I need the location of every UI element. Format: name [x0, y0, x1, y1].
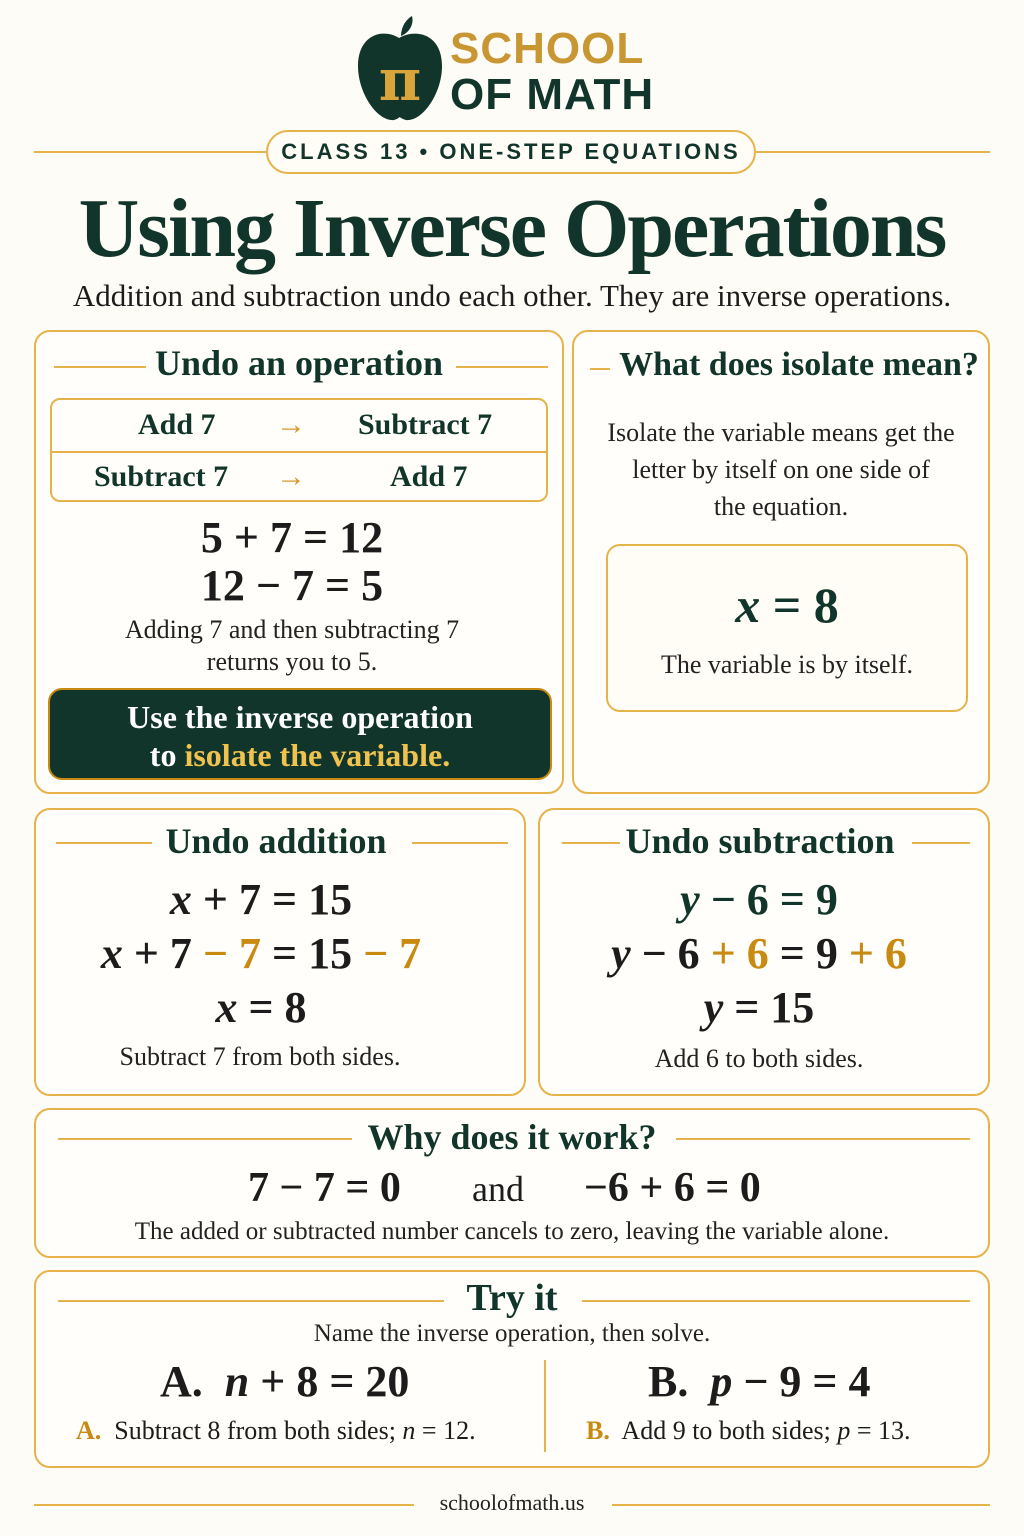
row1-from: Add 7	[138, 408, 216, 441]
inverse-op-left: + 6	[710, 929, 769, 978]
answer-a	[76, 1416, 476, 1446]
step-rest: = 8	[237, 983, 307, 1032]
addition-note: Subtract 7 from both sides.	[119, 1042, 401, 1071]
brand-line2: OF MATH	[450, 70, 655, 119]
step-part-b: = 15	[261, 929, 364, 978]
problem-a	[160, 1356, 409, 1407]
why-card	[34, 1108, 990, 1258]
equation-rest: = 8	[760, 577, 839, 633]
variable-y: y	[611, 929, 631, 978]
row2-from: Subtract 7	[94, 460, 229, 493]
definition-line2: letter by itself on one side of	[632, 455, 930, 484]
problem-b-rest: − 9 = 4	[732, 1357, 871, 1406]
try-it-instruction: Name the inverse operation, then solve.	[313, 1320, 711, 1347]
page-title: Using Inverse Operations	[78, 182, 946, 275]
variable-n: n	[402, 1416, 416, 1445]
answer-b-value: = 13.	[850, 1416, 911, 1445]
addition-step-2	[36, 928, 524, 979]
variable-x: x	[215, 983, 238, 1032]
inverse-op-right: + 6	[848, 929, 907, 978]
equation-2: 12 − 7 = 5	[200, 561, 384, 610]
why-title: Why does it work?	[367, 1117, 657, 1157]
callout-prefix: to	[149, 737, 185, 773]
answer-b-label: B.	[586, 1416, 610, 1445]
undo-operation-card	[34, 330, 564, 794]
answer-a-label: A.	[76, 1416, 102, 1445]
step-rest: − 6 = 9	[699, 875, 838, 924]
apple-logo-icon	[354, 14, 444, 124]
inverse-table	[50, 398, 548, 502]
isolate-title: What does isolate mean?	[619, 346, 979, 383]
cancel-equation-left: 7 − 7 = 0	[248, 1165, 401, 1211]
try-it-card	[34, 1270, 990, 1468]
class-badge: CLASS 13 • ONE-STEP EQUATIONS	[266, 130, 756, 174]
problem-divider	[544, 1360, 546, 1452]
table-row	[52, 400, 546, 452]
callout-line2	[50, 736, 550, 774]
and-text: and	[472, 1169, 524, 1209]
variable-n: n	[224, 1357, 250, 1406]
undo-operation-title: Undo an operation	[154, 343, 444, 383]
row2-to: Add 7	[390, 460, 468, 493]
variable-x: x	[100, 929, 123, 978]
problem-b	[648, 1356, 871, 1407]
undo-subtraction-title: Undo subtraction	[625, 821, 895, 861]
undo-subtraction-card	[538, 808, 990, 1096]
answer-a-value: = 12.	[415, 1416, 476, 1445]
undo-addition-title: Undo addition	[165, 821, 387, 861]
answer-b	[586, 1416, 911, 1446]
brand-name	[450, 26, 654, 118]
undo-addition-card	[34, 808, 526, 1096]
table-row	[52, 452, 546, 504]
isolated-note: The variable is by itself.	[661, 650, 913, 679]
variable-p: p	[710, 1357, 733, 1406]
arrow-right-icon: →	[276, 408, 306, 441]
subtraction-note: Add 6 to both sides.	[654, 1044, 864, 1073]
equation-1: 5 + 7 = 12	[200, 513, 384, 562]
variable-y: y	[680, 875, 700, 924]
subtraction-step-2	[540, 928, 988, 979]
definition-line1: Isolate the variable means get the	[607, 418, 955, 447]
header-rule-left	[34, 151, 266, 153]
problem-a-rest: + 8 = 20	[249, 1357, 410, 1406]
answer-a-text: Subtract 8 from both sides;	[114, 1416, 403, 1445]
step-part-a: − 6	[630, 929, 711, 978]
callout-line1: Use the inverse operation	[127, 699, 473, 735]
problem-b-label: B.	[648, 1357, 689, 1406]
step-rest: + 7 = 15	[191, 875, 353, 924]
footer-url[interactable]: schoolofmath.us	[439, 1490, 585, 1515]
variable-x: x	[735, 577, 761, 633]
subtraction-step-1	[540, 874, 988, 925]
isolated-equation	[608, 576, 966, 634]
inverse-op-left: − 7	[202, 929, 261, 978]
step-part-b: = 9	[768, 929, 849, 978]
why-note: The added or subtracted number cancels to zero, leaving the variable alone.	[134, 1218, 890, 1245]
subtraction-step-3	[540, 982, 988, 1033]
inverse-op-right: − 7	[363, 929, 422, 978]
isolate-callout	[48, 688, 552, 780]
pi-symbol: π	[378, 46, 422, 114]
variable-y: y	[703, 983, 724, 1032]
undo-operation-note	[36, 614, 562, 678]
addition-step-3	[36, 982, 524, 1033]
cancel-equation-right: −6 + 6 = 0	[584, 1165, 761, 1211]
note-line2: returns you to 5.	[206, 647, 378, 676]
callout-highlight: isolate the variable.	[184, 737, 451, 773]
step-part-a: + 7	[122, 929, 203, 978]
step-rest: = 15	[723, 983, 815, 1032]
isolate-definition	[574, 414, 988, 525]
page-subtitle: Addition and subtraction undo each other. They are inverse operations.	[72, 278, 952, 313]
addition-step-1	[36, 874, 524, 925]
variable-x: x	[169, 875, 192, 924]
header-rule-right	[756, 151, 990, 153]
note-line1: Adding 7 and then subtracting 7	[124, 615, 460, 644]
row1-to: Subtract 7	[358, 408, 493, 441]
answer-b-text: Add 9 to both sides;	[621, 1416, 838, 1445]
isolate-card	[572, 330, 990, 794]
arrow-right-icon: →	[276, 460, 306, 493]
try-it-title: Try it	[466, 1277, 558, 1319]
variable-p: p	[837, 1416, 851, 1445]
definition-line3: the equation.	[713, 492, 849, 521]
problem-a-label: A.	[160, 1357, 203, 1406]
brand-line1: SCHOOL	[450, 24, 645, 73]
isolated-example-box	[606, 544, 968, 712]
